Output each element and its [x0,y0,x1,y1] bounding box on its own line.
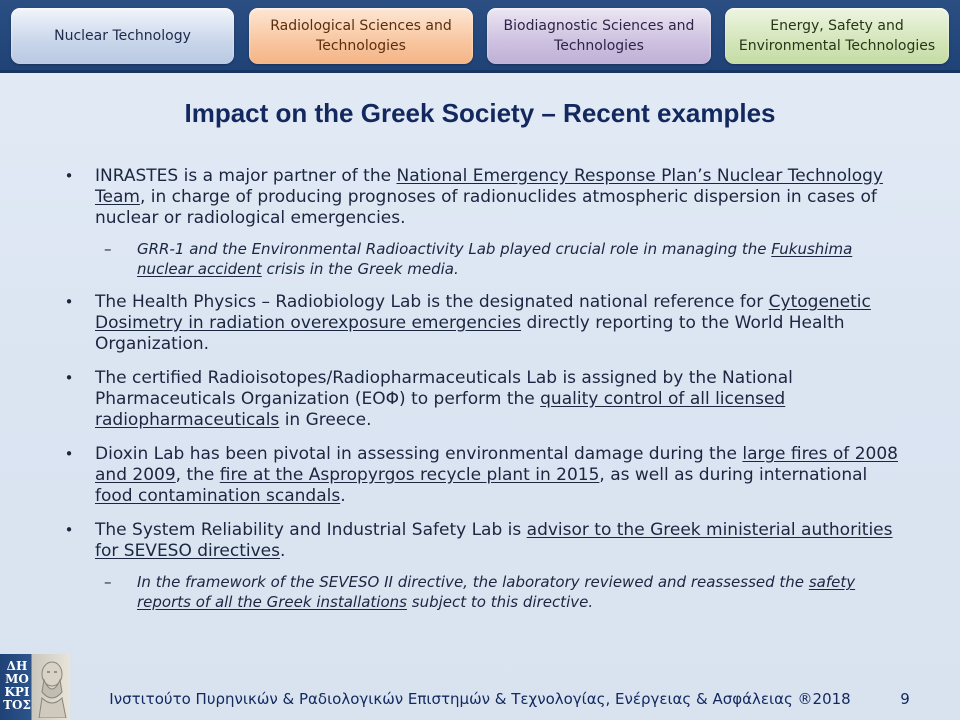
underlined-phrase: Fukushima nuclear accident [137,240,853,278]
bullet-text: , in charge of producing prognoses of radionuclides atmospheric dispersion in cases of nuclear or radiological emergencies. [95,187,877,228]
bullet-text: The certified Radioisotopes/Radiopharmaceuticals Lab is assigned by the National Pharmaceuticals Organization (ΕΟΦ) to perform the [95,368,793,409]
page-number: 9 [900,690,910,708]
underlined-phrase: Cytogenetic Dosimetry in radiation overexposure emergencies [95,292,871,333]
bullet-text: The System Reliability and Industrial Safety Lab is [95,520,527,540]
bullet-text: INRASTES is a major partner of the [95,166,397,186]
underlined-phrase: fire at the Aspropyrgos recycle plant in 2015 [219,465,600,485]
demokritos-logo [0,654,70,720]
logo-lettering: ΔΗΜΟΚΡΙΤΟΣ [3,659,31,712]
bullet-marker: • [64,293,74,311]
bullet-text: in Greece. [279,410,372,430]
sub-bullet-seveso [60,572,900,612]
tab-nuclear-technology[interactable]: Nuclear Technology [11,8,234,64]
sub-bullet-grr1 [60,239,900,279]
slide-title: Impact on the Greek Society – Recent examples [184,98,776,128]
bullet-list [60,166,900,625]
underlined-phrase: National Emergency Response Plan’s Nuclear Technology Team [95,166,883,207]
bullet-marker: • [64,167,74,185]
sub-bullet-text: subject to this directive. [406,593,594,611]
tab-radiological-sciences[interactable]: Radiological Sciences and Technologies [249,8,473,64]
tab-energy-safety[interactable]: Energy, Safety and Environmental Technologies [725,8,949,64]
underlined-phrase: large fires of 2008 and 2009 [95,444,898,485]
tab-biodiagnostic-sciences[interactable]: Biodiagnostic Sciences and Technologies [487,8,711,64]
underlined-phrase: food contamination scandals [95,486,341,506]
bullet-marker: • [64,445,74,463]
underlined-phrase: safety reports of all the Greek installations [137,573,856,611]
bullet-text: , the [175,465,220,485]
bullet-radioisotopes [60,368,900,431]
bullet-text: . [279,541,286,561]
bullet-inrastes [60,166,900,229]
bullet-marker: • [64,369,74,387]
footer-institute-name: Ινστιτούτο Πυρηνικών & Ραδιολογικών Επιστημών & Τεχνολογίας, Ενέργειας & Ασφάλειας ®2018 [109,690,851,708]
bullet-health-physics [60,292,900,355]
section-nav-bar [0,0,960,73]
underlined-phrase: advisor to the Greek ministerial authorities for SEVESO directives [95,520,893,561]
sub-bullet-marker: – [104,240,112,258]
bullet-dioxin-lab [60,444,900,507]
bullet-text: Dioxin Lab has been pivotal in assessing environmental damage during the [95,444,743,464]
sub-bullet-marker: – [104,573,112,591]
bullet-system-reliability [60,520,900,562]
bullet-text: The Health Physics – Radiobiology Lab is the designated national reference for [95,292,769,312]
bullet-text: directly reporting to the World Health Organization. [95,313,845,354]
underlined-phrase: quality control of all licensed radiopharmaceuticals [95,389,786,430]
sub-bullet-text: In the framework of the SEVESO II directive, the laboratory reviewed and reassessed the [137,573,809,591]
bullet-text: . [340,486,346,506]
bullet-text: , as well as during international [599,465,868,485]
democritus-bust-icon [36,658,68,718]
sub-bullet-text: crisis in the Greek media. [261,260,459,278]
bullet-marker: • [64,521,74,539]
sub-bullet-text: GRR-1 and the Environmental Radioactivity Lab played crucial role in managing the [137,240,772,258]
